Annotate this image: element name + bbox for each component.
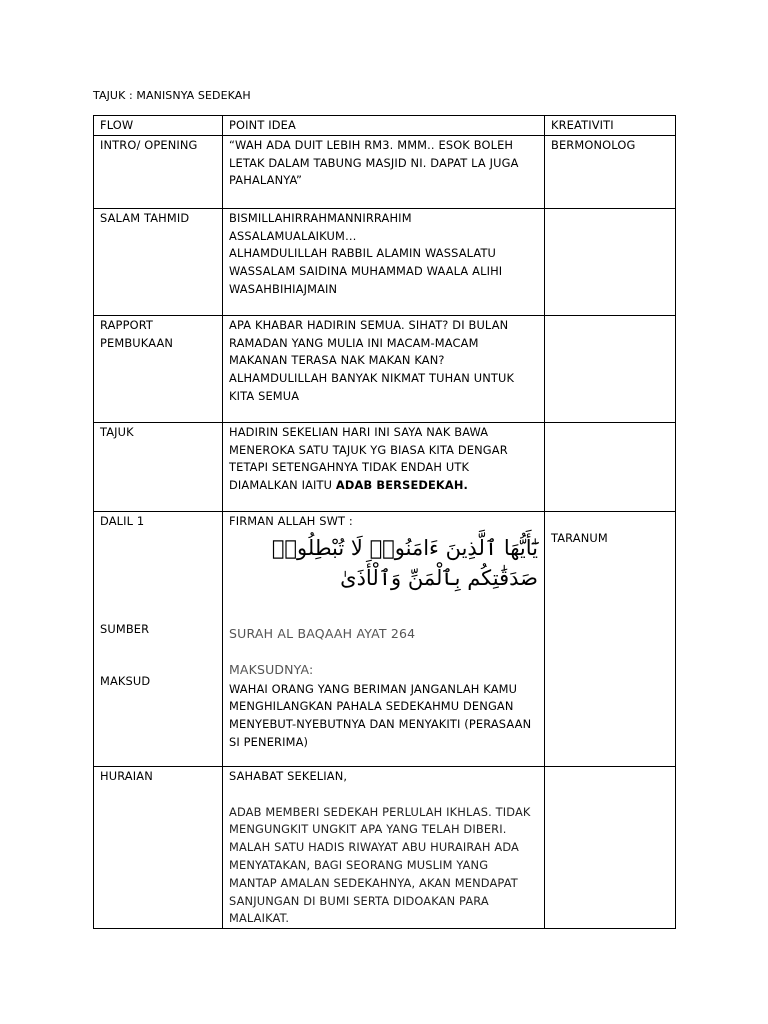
cell-flow-intro: INTRO/ OPENING	[94, 135, 223, 208]
document-title: TAJUK : MANISNYA SEDEKAH	[93, 89, 251, 102]
row-tajuk	[94, 422, 676, 511]
arabic-verse: يَٰٓأَيُّهَا ٱلَّذِينَ ءَامَنُوا۟ لَا تُبْطِلُوا۟ صَدَقَٰتِكُم بِٱلْمَنِّ وَٱلْأَذَىٰ	[271, 535, 538, 590]
cell-idea-rapport: APA KHABAR HADIRIN SEMUA. SIHAT? DI BULAN RAMADAN YANG MULIA INI MACAM-MACAM MAKANAN TERASA NAK MAKAN KAN? ALHAMDULILLAH BANYAK NIKMAT TUHAN UNTUK KITA SEMUA	[223, 315, 545, 422]
cell-kreativiti-dalil	[545, 511, 676, 766]
salam-line-alhamdulillah: ALHAMDULILLAH RABBIL ALAMIN WASSALATU WASSALAM SAIDINA MUHAMMAD WAALA ALIHI WASAHBIHIAJMAIN	[229, 246, 503, 296]
cell-idea-dalil	[223, 511, 545, 766]
row-salam-tahmid	[94, 208, 676, 315]
cell-kreativiti-tajuk	[545, 422, 676, 511]
verse-source: SURAH AL BAQAAH AYAT 264	[229, 625, 416, 641]
header-flow: FLOW	[94, 116, 223, 136]
row-rapport	[94, 315, 676, 422]
cell-kreativiti-huraian	[545, 766, 676, 928]
header-kreativiti: KREATIVITI	[545, 116, 676, 136]
cell-flow-salam: SALAM TAHMID	[94, 208, 223, 315]
maksud-label: MAKSUDNYA:	[229, 661, 314, 677]
cell-flow-tajuk: TAJUK	[94, 422, 223, 511]
table-header-row	[94, 116, 676, 136]
cell-idea-huraian	[223, 766, 545, 928]
header-point-idea: POINT IDEA	[223, 116, 545, 136]
cell-idea-intro: “WAH ADA DUIT LEBIH RM3. MMM.. ESOK BOLEH LETAK DALAM TABUNG MASJID NI. DAPAT LA JUGA PAHALANYA”	[223, 135, 545, 208]
tajuk-emphasis: ADAB BERSEDEKAH.	[335, 478, 469, 493]
huraian-body: ADAB MEMBERI SEDEKAH PERLULAH IKHLAS. TIDAK MENGUNGKIT UNGKIT APA YANG TELAH DIBERI. MALAH SATU HADIS RIWAYAT ABU HURAIRAH ADA MENYATAKAN, BAGI SEORANG MUSLIM YANG MANTAP AMALAN SEDEKAHNYA, AKAN MENDAPAT SANJUNGAN DI BUMI SERTA DIDOAKAN PARA MALAIKAT.	[229, 804, 531, 926]
salam-line-bismillah: BISMILLAHIRRAHMANNIRRAHIM	[229, 210, 412, 225]
tajuk-text: HADIRIN SEKELIAN HARI INI SAYA NAK BAWA MENEROKA SATU TAJUK YG BIASA KITA DENGAR TETAPI SETENGAHNYA TIDAK ENDAH UTK DIAMALKAN IAITU	[229, 424, 508, 493]
cell-idea-salam	[223, 208, 545, 315]
salam-line-assalam: ASSALAMUALAIKUM…	[229, 228, 357, 243]
label-sumber: SUMBER	[100, 621, 150, 636]
row-huraian	[94, 766, 676, 928]
row-intro	[94, 135, 676, 208]
cell-flow-dalil	[94, 511, 223, 766]
row-dalil	[94, 511, 676, 766]
label-dalil: DALIL 1	[100, 513, 145, 528]
cell-kreativiti-rapport	[545, 315, 676, 422]
firman-label: FIRMAN ALLAH SWT :	[229, 513, 353, 528]
cell-kreativiti-salam	[545, 208, 676, 315]
speech-plan-table	[93, 115, 676, 929]
cell-flow-huraian: HURAIAN	[94, 766, 223, 928]
kreativiti-taranum: TARANUM	[551, 530, 608, 545]
cell-kreativiti-intro: BERMONOLOG	[545, 135, 676, 208]
cell-flow-rapport: RAPPORT PEMBUKAAN	[94, 315, 223, 422]
label-maksud: MAKSUD	[100, 674, 151, 689]
cell-idea-tajuk	[223, 422, 545, 511]
huraian-greeting: SAHABAT SEKELIAN,	[229, 768, 348, 783]
maksud-text: WAHAI ORANG YANG BERIMAN JANGANLAH KAMU MENGHILANGKAN PAHALA SEDEKAHMU DENGAN MENYEBUT-NYEBUTNYA DAN MENYAKITI (PERASAAN SI PENERIMA)	[229, 681, 532, 749]
